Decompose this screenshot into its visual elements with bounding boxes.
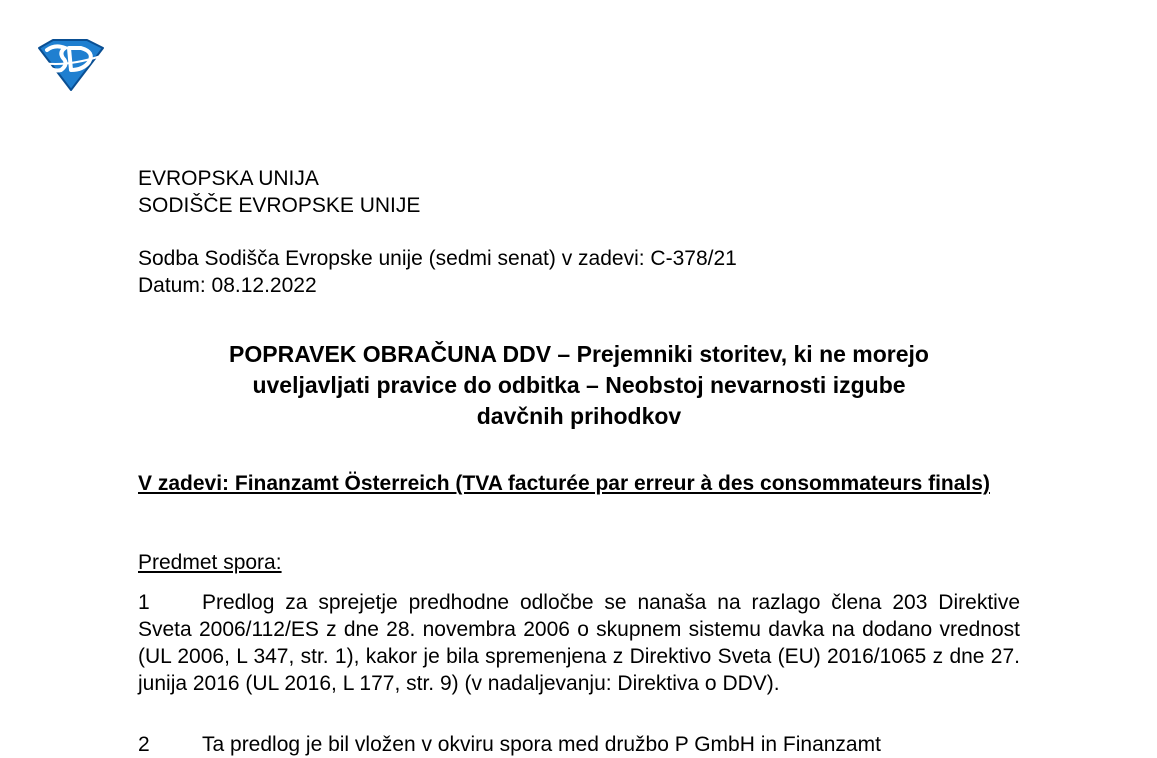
court-header: [138, 165, 1020, 219]
paragraph-text: Ta predlog je bil vložen v okviru spora med družbo P GmbH in Finanzamt: [202, 733, 881, 756]
diamond-shield-logo-icon: [33, 38, 105, 92]
header-line-union: EVROPSKA UNIJA: [138, 167, 319, 190]
paragraph-number: 1: [138, 591, 150, 614]
paragraph: [138, 589, 1020, 697]
case-info: [138, 245, 1020, 299]
case-reference: Sodba Sodišča Evropske unije (sedmi senat) v zadevi: C-378/21: [138, 247, 737, 270]
case-subject: V zadevi: Finanzamt Österreich (TVA facturée par erreur à des consommateurs finals): [138, 472, 990, 495]
paragraph: [138, 731, 1020, 758]
case-date: Datum: 08.12.2022: [138, 274, 317, 297]
title-line-1: POPRAVEK OBRAČUNA DDV – Prejemniki storitev, ki ne morejo: [229, 341, 929, 367]
title-line-3: davčnih prihodkov: [476, 403, 682, 429]
header-line-court: SODIŠČE EVROPSKE UNIJE: [138, 194, 421, 217]
title-line-2: uveljavljati pravice do odbitka – Neobstoj nevarnosti izgube: [252, 372, 906, 398]
paragraph-number: 2: [138, 733, 150, 756]
dispute-subject-label: Predmet spora:: [138, 551, 282, 574]
document-title: [150, 339, 1008, 432]
paragraph-text: Predlog za sprejetje predhodne odločbe se nanaša na razlago člena 203 Direktive Sveta 2006/112/ES z dne 28. novembra 2006 o skupnem sistemu davka na dodano vrednost (UL 2006, L 347, str. 1), kakor je bila spremenjena z Direktivo Sveta (EU) 2016/1065 z dne 27. junija 2016 (UL 2016, L 177, str. 9) (v nadaljevanju: Direktiva o DDV).: [138, 591, 1020, 695]
